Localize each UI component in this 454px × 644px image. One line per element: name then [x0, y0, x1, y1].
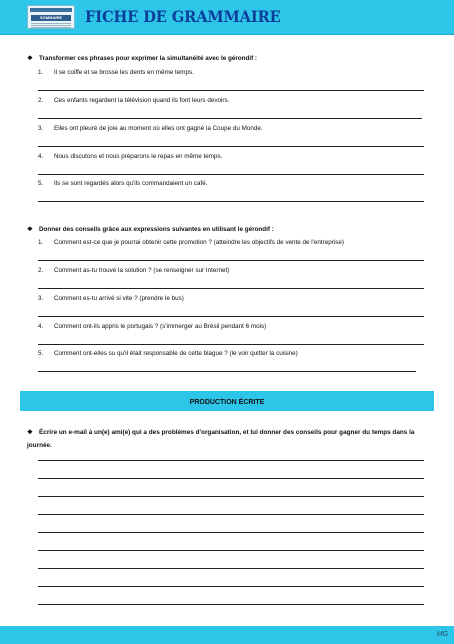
exercise-1-item: 5. Ils se sont regardés alors qu'ils commandaient un café. [38, 180, 208, 187]
exercise-1-item: 1. Il se coiffe et se brosse les dents en même temps. [38, 69, 194, 76]
author-initials: MG [436, 631, 448, 638]
answer-line [38, 118, 422, 119]
logo-text: SOMMAIRE [31, 15, 71, 21]
answer-line [38, 260, 424, 261]
writing-line [38, 496, 424, 497]
exercise-1-item: 2. Ces enfants regardent la télévision quand ils font leurs devoirs. [38, 97, 230, 104]
exercise-2-instruction: ❖ Donner des conseils grâce aux expressions suivantes en utilisant le gérondif : [27, 226, 274, 233]
production-title: PRODUCTION ÉCRITE [189, 399, 265, 406]
answer-line [38, 201, 424, 202]
production-instruction: ❖ Écrire un e-mail à un(e) ami(e) qui a des problèmes d'organisation, et lui donner des conseils pour gagner du temps dans la journée. [27, 426, 435, 452]
worksheet-thumbnail-logo [27, 5, 75, 29]
logo-line [31, 25, 71, 26]
answer-line [38, 90, 424, 91]
answer-line [38, 371, 416, 372]
exercise-1-instruction: ❖ Transformer ces phrases pour exprimer la simultanéité avec le gérondif : [27, 55, 258, 62]
writing-line [38, 550, 424, 551]
logo-line [31, 27, 71, 28]
writing-line [38, 460, 424, 461]
exercise-2-item: 1. Comment est-ce que je pourrai obtenir cette promotion ? (atteindre les objectifs de vente de l'entreprise) [38, 239, 344, 246]
exercise-2-item: 5. Comment ont-elles su qu'il était responsable de cette blague ? (le voir quitter la cuisine) [38, 350, 298, 357]
exercise-2-item: 2. Comment as-tu trouvé la solution ? (se renseigner sur Internet) [38, 267, 230, 274]
writing-line [38, 514, 424, 515]
logo-top-strip [30, 8, 72, 12]
exercise-1-item: 3. Elles ont pleuré de joie au moment où elles ont gagné la Coupe du Monde. [38, 125, 263, 132]
logo-line [31, 23, 71, 24]
answer-line [38, 316, 424, 317]
answer-line [38, 146, 424, 147]
diamond-bullet-icon: ❖ [27, 429, 33, 436]
writing-line [38, 478, 424, 479]
header-banner [0, 0, 454, 35]
exercise-1-item: 4. Nous discutons et nous préparons le repas en même temps. [38, 153, 223, 160]
diamond-bullet-icon: ❖ [27, 55, 33, 62]
footer-banner [0, 626, 454, 644]
page-title: FICHE DE GRAMMAIRE [85, 7, 281, 26]
exercise-2-item: 4. Comment ont-ils appris le portugais ? (s'immerger au Brésil pendant 6 mois) [38, 323, 267, 330]
writing-line [38, 532, 424, 533]
diamond-bullet-icon: ❖ [27, 226, 33, 233]
writing-line [38, 604, 424, 605]
answer-line [38, 344, 424, 345]
writing-line [38, 586, 424, 587]
production-section-banner [20, 391, 434, 411]
writing-line [38, 568, 424, 569]
answer-line [38, 288, 424, 289]
answer-line [38, 174, 424, 175]
exercise-2-item: 3. Comment es-tu arrivé si vite ? (prendre le bus) [38, 295, 184, 302]
